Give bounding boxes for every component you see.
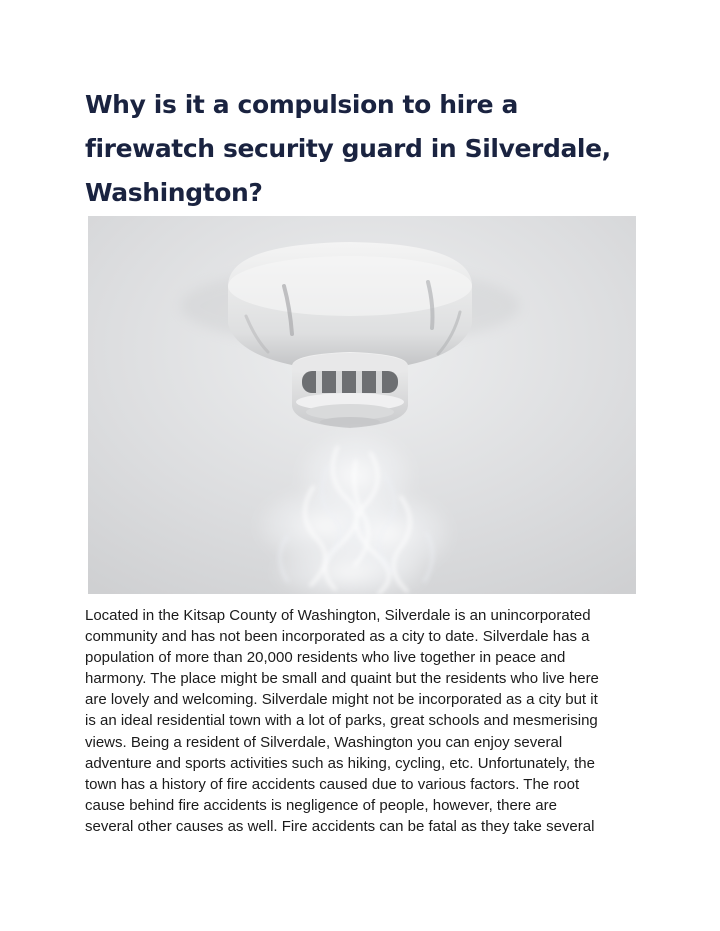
smoke-detector-icon — [88, 216, 636, 594]
body-line-10: cause behind fire accidents is negligence of people, however, there are — [85, 796, 557, 814]
title-line-1: Why is it a compulsion to hire a — [85, 90, 519, 119]
body-line-2: community and has not been incorporated as a city to date. Silverdale has a — [85, 628, 590, 646]
body-line-4: harmony. The place might be small and quaint but the residents who live here — [85, 670, 599, 688]
body-line-5: are lovely and welcoming. Silverdale might not be incorporated as a city but it — [85, 691, 598, 709]
article-body — [85, 605, 645, 837]
body-line-7: views. Being a resident of Silverdale, Washington you can enjoy several — [85, 733, 563, 751]
body-line-6: is an ideal residential town with a lot of parks, great schools and mesmerising — [85, 712, 598, 730]
body-line-11: several other causes as well. Fire accidents can be fatal as they take several — [85, 817, 595, 835]
body-line-1: Located in the Kitsap County of Washington, Silverdale is an unincorporated — [85, 607, 591, 624]
smoke-detector-photo — [88, 216, 636, 594]
body-line-8: adventure and sports activities such as hiking, cycling, etc. Unfortunately, the — [85, 754, 595, 772]
article-title — [85, 83, 645, 215]
title-line-2: firewatch security guard in Silverdale, — [85, 134, 611, 163]
title-line-3: Washington? — [85, 178, 263, 207]
body-line-3: population of more than 20,000 residents who live together in peace and — [85, 649, 566, 667]
body-line-9: town has a history of fire accidents caused due to various factors. The root — [85, 775, 580, 793]
